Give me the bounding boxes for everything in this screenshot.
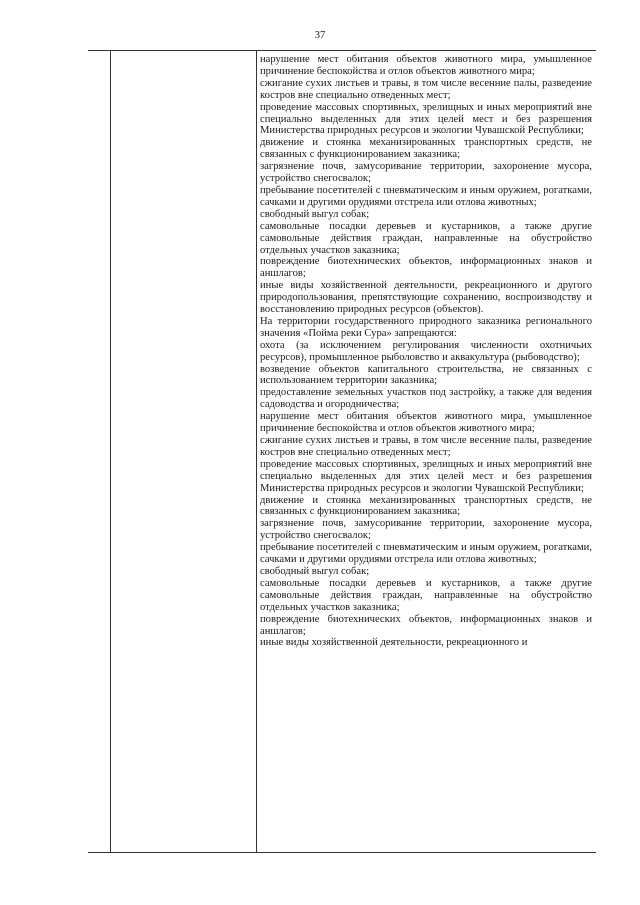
column-divider-1 <box>110 50 111 853</box>
paragraph: свободный выгул собак; <box>260 208 370 220</box>
paragraph: иные виды хозяйственной деятельности, рекреационного и другого природопользования, препятствующие сохранению, воспроизводству и восстановлению природных ресурсов (объектов). <box>260 280 592 316</box>
paragraph: повреждение биотехнических объектов, информационных знаков и аншлагов; <box>260 613 592 637</box>
paragraph: повреждение биотехнических объектов, информационных знаков и аншлагов; <box>260 256 592 280</box>
paragraph: проведение массовых спортивных, зрелищных и иных мероприятий вне специально выделенных для этих целей мест и без разрешения Министерства природных ресурсов и экологии Чувашской Республики; <box>260 101 592 137</box>
table-bottom-rule <box>88 852 596 853</box>
paragraph: пребывание посетителей с пневматическим и иным оружием, рогатками, сачками и другими орудиями отстрела или отлова животных; <box>260 184 592 208</box>
paragraph: предоставление земельных участков под застройку, а также для ведения садоводства и огородничества; <box>260 387 592 411</box>
paragraph: движение и стоянка механизированных транспортных средств, не связанных с функционированием заказника; <box>260 137 592 161</box>
paragraph: сжигание сухих листьев и травы, в том числе весенние палы, разведение костров вне специально отведенных мест; <box>260 435 592 458</box>
column-divider-2 <box>256 50 257 853</box>
paragraph: самовольные посадки деревьев и кустарников, а также другие самовольные действия граждан, направленные на обустройство отдельных участков заказника; <box>260 577 592 613</box>
paragraph: На территории государственного природного заказника регионального значения «Пойма реки Сура» запрещаются: <box>260 315 592 339</box>
paragraph: загрязнение почв, замусоривание территории, захоронение мусора, устройство снегосвалок; <box>260 518 592 542</box>
page-number: 37 <box>314 30 326 41</box>
document-table <box>88 50 596 853</box>
paragraph: движение и стоянка механизированных транспортных средств, не связанных с функционированием заказника; <box>260 494 592 518</box>
paragraph: возведение объектов капитального строительства, не связанных с использованием территории заказника; <box>260 363 592 387</box>
paragraph: самовольные посадки деревьев и кустарников, а также другие самовольные действия граждан, направленные на обустройство отдельных участков заказника; <box>260 220 592 256</box>
paragraph: нарушение мест обитания объектов животного мира, умышленное причинение беспокойства и отлов объектов животного мира; <box>260 54 592 77</box>
paragraph: нарушение мест обитания объектов животного мира, умышленное причинение беспокойства и отлов объектов животного мира; <box>260 411 592 435</box>
paragraph: загрязнение почв, замусоривание территории, захоронение мусора, устройство снегосвалок; <box>260 161 592 185</box>
paragraph: проведение массовых спортивных, зрелищных и иных мероприятий вне специально выделенных для этих целей мест и без разрешения Министерства природных ресурсов и экологии Чувашской Республики; <box>260 458 592 494</box>
paragraph: свободный выгул собак; <box>260 565 370 577</box>
paragraph: пребывание посетителей с пневматическим и иным оружием, рогатками, сачками и другими орудиями отстрела или отлова животных; <box>260 542 592 566</box>
paragraph: охота (за исключением регулирования численности охотничьих ресурсов), промышленное рыболовство и аквакультура (рыбоводство); <box>260 339 592 363</box>
table-top-rule <box>88 50 596 51</box>
table-text-column <box>260 54 592 649</box>
paragraph: иные виды хозяйственной деятельности, рекреационного и <box>260 637 528 649</box>
paragraph: сжигание сухих листьев и травы, в том числе весенние палы, разведение костров вне специально отведенных мест; <box>260 77 592 101</box>
